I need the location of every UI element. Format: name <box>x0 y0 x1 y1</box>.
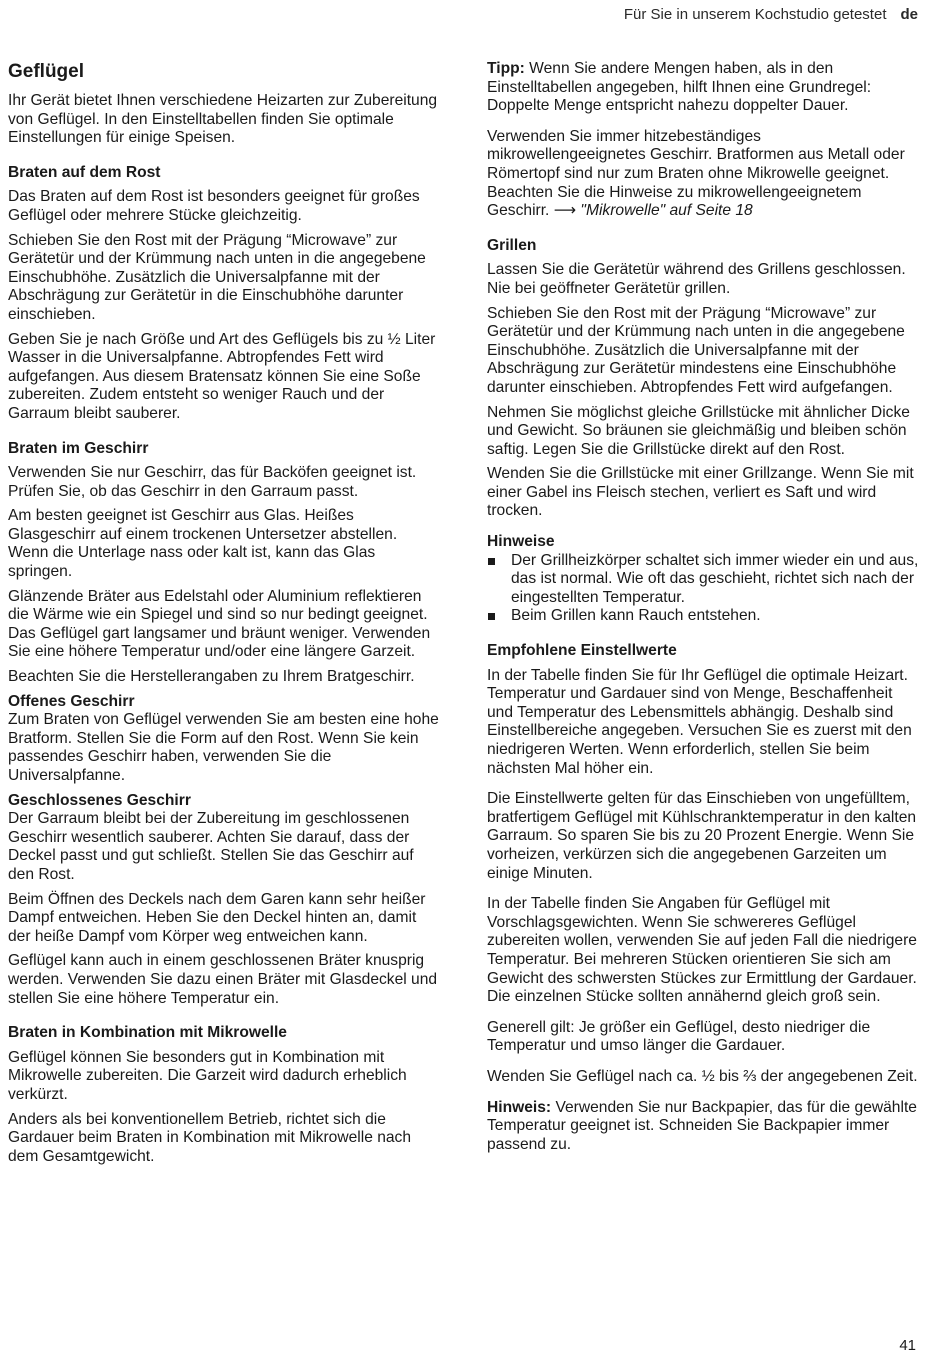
section-heading-kombination: Braten in Kombination mit Mikrowelle <box>8 1024 287 1042</box>
intro-paragraph: Ihr Gerät bietet Ihnen verschiedene Heizarten zur Zubereitung von Geflügel. In den Einstelltabellen finden Sie optimale Einstellungen für einige Speisen. <box>8 92 438 147</box>
list-item: Beim Grillen kann Rauch entstehen. <box>487 607 920 626</box>
left-column <box>8 60 440 1172</box>
section-heading-hinweise: Hinweise <box>487 533 555 551</box>
geschirr-paragraph-6: Geflügel kann auch in einem geschlossenen Bräter knusprig werden. Verwenden Sie dazu einen Bräter mit Glasdeckel und stellen Sie eine höhere Temperatur ein. <box>8 952 438 1007</box>
einstellwerte-paragraph-3: In der Tabelle finden Sie Angaben für Geflügel mit Vorschlagsgewichten. Wenn Sie schwereres Geflügel zubereiten wollen, verwenden Sie auf jeden Fall die niedrigere Temperatur. Bei mehreren Stücken orientieren Sie sich am Gewicht des schwersten Stückes zur Ermittlung der Gardauer. Die einzelnen Stücke sollten annähernd gleich groß sein. <box>487 895 917 1006</box>
right-column <box>487 60 920 1160</box>
section-heading-einstellwerte: Empfohlene Einstellwerte <box>487 642 677 660</box>
section-heading-geschirr: Braten im Geschirr <box>8 439 149 457</box>
einstellwerte-paragraph-2: Die Einstellwerte gelten für das Einschieben von ungefülltem, bratfertigem Geflügel mit Kühlschranktemperatur in den kalten Garraum. So sparen Sie bis zu 20 Prozent Energie. Wenn Sie vorheizen, verkürzen sich die angegebenen Garzeiten um einige Minuten. <box>487 790 917 882</box>
kombination-paragraph-1: Geflügel können Sie besonders gut in Kombination mit Mikrowelle zubereiten. Die Garzeit wird dadurch erheblich verkürzt. <box>8 1048 407 1103</box>
einstellwerte-paragraph-1: In der Tabelle finden Sie für Ihr Geflügel die optimale Heizart. Temperatur und Gardauer sind von Menge, Beschaffenheit und Temperatur des Lebensmittels abhängig. Deshalb sind Einstellbereiche angegeben. Versuchen Sie es zuerst mit den niedrigeren Werten. Wenn erforderlich, stellen Sie beim nächsten Mal höher ein. <box>487 666 912 777</box>
geschirr-paragraph-5: Beim Öffnen des Deckels nach dem Garen kann sehr heißer Dampf entweichen. Heben Sie den Deckel hinten an, damit der heiße Dampf vom Körper weg entweichen kann. <box>8 890 426 945</box>
page-reference-link[interactable]: "Mikrowelle" auf Seite 18 <box>576 202 753 220</box>
grillen-paragraph-2: Schieben Sie den Rost mit der Prägung “Microwave” zur Gerätetür und der Krümmung nach unten in die angegebene Einschubhöhe. Zusätzlich die Universalpfanne mit der Abschrägung zur Gerätetür mindestens eine Einschubhöhe darunter einschieben. Abtropfendes Fett wird aufgefangen. <box>487 304 905 396</box>
arrow-icon: ⟶ <box>553 202 577 220</box>
tipp-label: Tipp: <box>487 60 525 77</box>
grillen-paragraph-1: Lassen Sie die Gerätetür während des Grillens geschlossen. Nie bei geöffneter Gerätetür grillen. <box>487 261 906 297</box>
page-title: Geflügel <box>8 61 85 82</box>
header-title: Für Sie in unserem Kochstudio getestet <box>623 6 887 23</box>
rost-paragraph-2: Schieben Sie den Rost mit der Prägung “Microwave” zur Gerätetür und der Krümmung nach unten in die angegebene Einschubhöhe. Zusätzlich die Universalpfanne mit der Abschrägung zur Gerätetür in die Einschubhöhe darunter einschieben. <box>8 231 426 323</box>
subheading-geschlossenes-geschirr: Geschlossenes Geschirr <box>8 791 191 809</box>
geschirr-paragraph-4: Beachten Sie die Herstellerangaben zu Ihrem Bratgeschirr. <box>8 668 415 686</box>
rost-paragraph-1: Das Braten auf dem Rost ist besonders geeignet für großes Geflügel oder mehrere Stücke gleichzeitig. <box>8 188 420 224</box>
geschlossenes-geschirr-text: Der Garraum bleibt bei der Zubereitung im geschlossenen Geschirr wesentlich sauberer. Achten Sie darauf, dass der Deckel passt und gut schließt. Stellen Sie das Geschirr auf den Rost. <box>8 810 414 883</box>
geschirr-paragraph-3: Glänzende Bräter aus Edelstahl oder Aluminium reflektieren die Wärme wie ein Spiegel und sind so nur bedingt geeignet. Das Geflügel gart langsamer und bräunt weniger. Verwenden Sie eine höhere Temperatur und/oder eine längere Garzeit. <box>8 587 431 661</box>
hinweis-paragraph <box>487 1099 920 1155</box>
einstellwerte-paragraph-5: Wenden Sie Geflügel nach ca. ½ bis ⅔ der angegebenen Zeit. <box>487 1067 918 1085</box>
rost-paragraph-3: Geben Sie je nach Größe und Art des Geflügels bis zu ½ Liter Wasser in die Universalpfanne. Abtropfendes Fett wird aufgefangen. Aus diesem Bratensatz können Sie eine Soße zubereiten. Zudem entsteht so weniger Rauch und der Garraum bleibt sauberer. <box>8 330 436 422</box>
geschirr-paragraph-2: Am besten geeignet ist Geschirr aus Glas. Heißes Glasgeschirr auf einem trockenen Untersetzer abstellen. Wenn die Unterlage nass oder kalt ist, kann das Glas springen. <box>8 507 398 581</box>
tipp-text: Wenn Sie andere Mengen haben, als in den Einstelltabellen angegeben, hilft Ihnen eine Grundregel: Doppelte Menge entspricht nahezu doppelter Dauer. <box>487 60 872 115</box>
section-heading-grillen: Grillen <box>487 236 537 254</box>
subheading-offenes-geschirr: Offenes Geschirr <box>8 692 135 710</box>
grillen-paragraph-4: Wenden Sie die Grillstücke mit einer Grillzange. Wenn Sie mit einer Gabel ins Fleisch stechen, verliert es Saft und wird trocken. <box>487 465 914 520</box>
geschirr-hinweis-text: Verwenden Sie immer hitzebeständiges mikrowellengeeignetes Geschirr. Bratformen aus Metall oder Römertopf sind nur zum Braten ohne Mikrowelle geeignet. Beachten Sie die Hinweise zu mikrowellengeeignetem Geschirr. <box>487 127 905 220</box>
geschirr-paragraph-1: Verwenden Sie nur Geschirr, das für Backöfen geeignet ist. Prüfen Sie, ob das Geschirr in den Garraum passt. <box>8 464 417 500</box>
einstellwerte-paragraph-4: Generell gilt: Je größer ein Geflügel, desto niedriger die Temperatur und umso länger die Gardauer. <box>487 1018 871 1055</box>
kombination-paragraph-2: Anders als bei konventionellem Betrieb, richtet sich die Gardauer beim Braten in Kombination mit Mikrowelle nach dem Gesamtgewicht. <box>8 1110 412 1165</box>
grillen-paragraph-3: Nehmen Sie möglichst gleiche Grillstücke mit ähnlicher Dicke und Gewicht. So bräunen sie gleichmäßig und bleiben schön saftig. Legen Sie die Grillstücke direkt auf den Rost. <box>487 403 910 458</box>
section-heading-rost: Braten auf dem Rost <box>8 163 161 181</box>
tipp-paragraph <box>487 60 920 116</box>
list-item: Der Grillheizkörper schaltet sich immer wieder ein und aus, das ist normal. Wie oft das geschieht, richtet sich nach der eingestellten Temperatur. <box>487 552 920 608</box>
hinweise-list <box>487 552 920 626</box>
language-code: de <box>900 6 918 23</box>
geschirr-hinweis-paragraph <box>487 128 920 221</box>
offenes-geschirr-text: Zum Braten von Geflügel verwenden Sie am besten eine hohe Bratform. Stellen Sie die Form auf den Rost. Wenn Sie kein passendes Geschirr haben, verwenden Sie die Universalpfanne. <box>8 711 439 784</box>
hinweis-text: Verwenden Sie nur Backpapier, das für die gewählte Temperatur geeignet ist. Schneiden Sie Backpapier immer passend zu. <box>487 1098 917 1153</box>
page-header <box>624 6 918 25</box>
page-number: 41 <box>899 1337 916 1355</box>
hinweis-label: Hinweis: <box>487 1098 552 1116</box>
